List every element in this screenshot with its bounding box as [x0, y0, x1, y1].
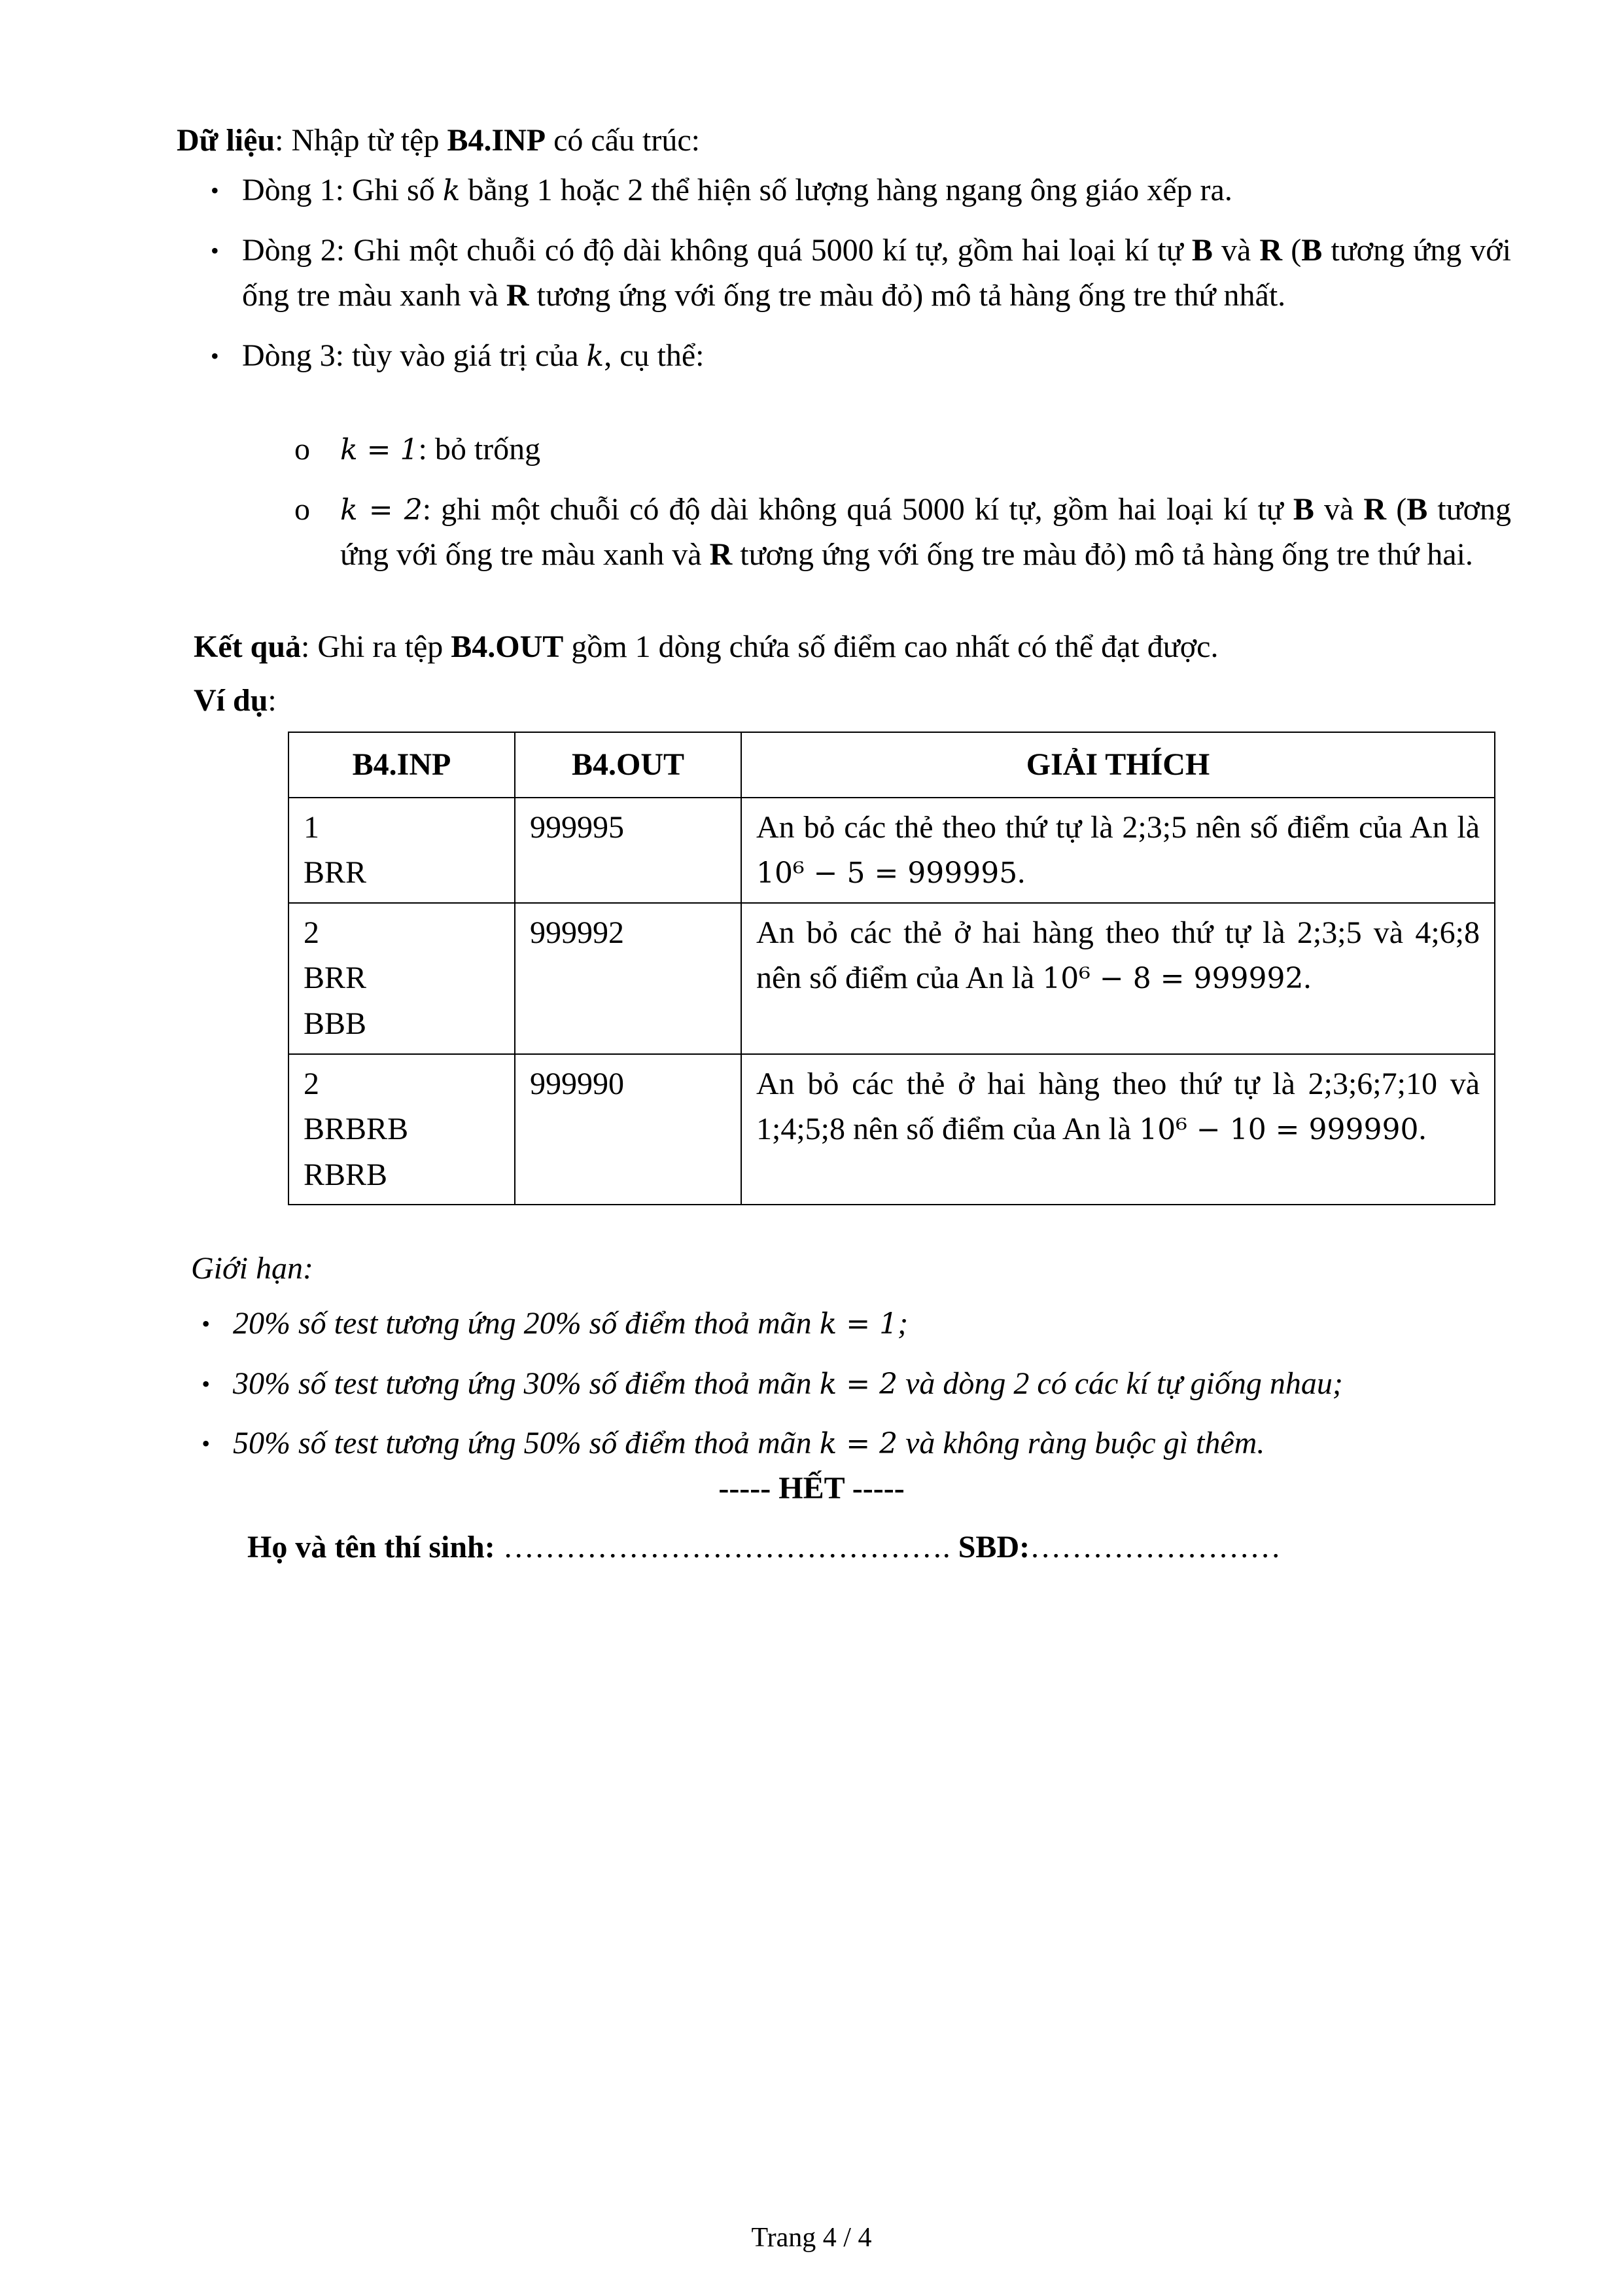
page-number: Trang 4 / 4	[751, 2223, 872, 2253]
result-label: Kết quả	[194, 629, 302, 664]
candidate-name-blank: …………………………………….	[502, 1530, 951, 1564]
data-lines-list	[242, 168, 1511, 393]
out-cell: 999990	[515, 1054, 741, 1205]
table-header-row	[288, 732, 1495, 798]
list-item: • Dòng 1: Ghi số k bằng 1 hoặc 2 thể hiện số lượng hàng ngang ông giáo xếp ra.	[242, 168, 1511, 213]
candidate-line	[247, 1525, 1556, 1570]
out-cell: 999992	[515, 903, 741, 1054]
out-cell: 999995	[515, 798, 741, 903]
table-row	[288, 1054, 1495, 1205]
limits-list	[233, 1301, 1515, 1481]
header-explanation: GIẢI THÍCH	[741, 732, 1495, 798]
explanation-cell: An bỏ các thẻ ở hai hàng theo thứ tự là 2;3;5 và 4;6;8 nên số điểm của An là 10⁶ − 8 = 999992.	[741, 903, 1495, 1054]
candidate-name-label: Họ và tên thí sinh:	[247, 1530, 503, 1564]
sbd-label: SBD:	[950, 1530, 1030, 1564]
list-item: • 20% số test tương ứng 20% số điểm thoả mãn k = 1;	[233, 1301, 1515, 1347]
table-row	[288, 903, 1495, 1054]
header-out: B4.OUT	[515, 732, 741, 798]
list-item: • 50% số test tương ứng 50% số điểm thoả mãn k = 2 và không ràng buộc gì thêm.	[233, 1421, 1515, 1466]
inp-cell: 2 BRBRB RBRB	[288, 1054, 515, 1205]
data-label: Dữ liệu	[177, 123, 275, 158]
data-section-heading: Dữ liệu: Nhập từ tệp B4.INP có cấu trúc:	[177, 123, 700, 158]
end-mark: ----- HẾT -----	[718, 1471, 905, 1506]
explanation-cell: An bỏ các thẻ theo thứ tự là 2;3;5 nên số điểm của An là 10⁶ − 5 = 999995.	[741, 798, 1495, 903]
inp-cell: 1 BRR	[288, 798, 515, 903]
limits-heading: Giới hạn:	[191, 1251, 313, 1286]
table-row	[288, 798, 1495, 903]
example-heading: Ví dụ:	[194, 683, 277, 718]
example-table	[288, 732, 1495, 1205]
list-item: • Dòng 2: Ghi một chuỗi có độ dài không quá 5000 kí tự, gồm hai loại kí tự B và R (B tương ứng với ống tre màu xanh và R tương ứng với ống tre màu đỏ) mô tả hàng ống tre thứ nhất.	[242, 228, 1511, 319]
sbd-blank: ……………………	[1030, 1530, 1282, 1564]
list-item: o k = 1: bỏ trống	[340, 427, 1511, 472]
explanation-cell: An bỏ các thẻ ở hai hàng theo thứ tự là 2;3;6;7;10 và 1;4;5;8 nên số điểm của An là 10⁶ − 10 = 999990.	[741, 1054, 1495, 1205]
list-item: o k = 2: ghi một chuỗi có độ dài không quá 5000 kí tự, gồm hai loại kí tự B và R (B tương ứng với ống tre màu xanh và R tương ứng với ống tre màu đỏ) mô tả hàng ống tre thứ hai.	[340, 487, 1511, 578]
result-section: Kết quả: Ghi ra tệp B4.OUT gồm 1 dòng chứa số điểm cao nhất có thể đạt được.	[194, 629, 1219, 664]
line3-sub-list	[340, 427, 1511, 592]
list-item: • 30% số test tương ứng 30% số điểm thoả mãn k = 2 và dòng 2 có các kí tự giống nhau;	[233, 1361, 1515, 1407]
inp-cell: 2 BRR BBB	[288, 903, 515, 1054]
header-inp: B4.INP	[288, 732, 515, 798]
list-item: • Dòng 3: tùy vào giá trị của k, cụ thể:	[242, 333, 1511, 379]
